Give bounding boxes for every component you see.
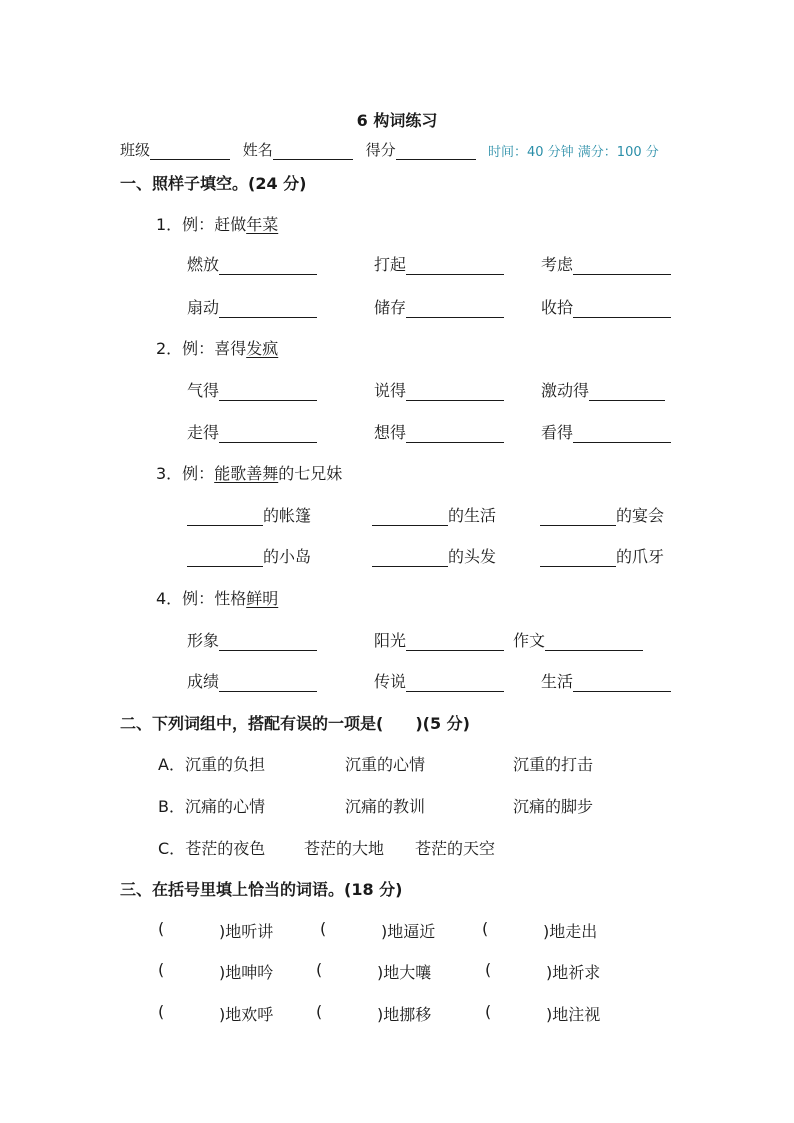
paren-blank[interactable]: ( (316, 960, 323, 979)
option-item: 沉痛的脚步 (513, 797, 594, 816)
paren-blank[interactable]: ( (485, 960, 492, 979)
answer-blank[interactable] (573, 424, 671, 443)
answer-blank[interactable] (219, 632, 317, 651)
q3-item: 的帐篷 (187, 503, 311, 526)
answer-blank[interactable] (187, 548, 263, 567)
q4-item: 作文 (513, 628, 643, 651)
answer-blank[interactable] (187, 507, 263, 526)
q1-example: 1．例：赶做年菜 (156, 215, 279, 234)
fill-item: )地挪移 (377, 1005, 432, 1024)
student-info (120, 139, 484, 160)
paren-blank[interactable]: ( (316, 1002, 323, 1021)
q2-item: 说得 (374, 378, 504, 401)
fill-item: )地听讲 (219, 922, 274, 941)
answer-blank[interactable] (219, 424, 317, 443)
q3-item: 的小岛 (187, 544, 311, 567)
q2-item: 看得 (541, 420, 671, 443)
paren-blank[interactable]: ( (482, 919, 489, 938)
answer-blank[interactable] (406, 673, 504, 692)
section3-heading: 三、在括号里填上恰当的词语。(18 分) (120, 880, 403, 899)
answer-blank[interactable] (219, 299, 317, 318)
answer-blank[interactable] (573, 673, 671, 692)
answer-blank[interactable] (406, 424, 504, 443)
q2-item: 想得 (374, 420, 504, 443)
answer-blank[interactable] (406, 632, 504, 651)
name-blank[interactable] (273, 143, 353, 160)
fill-item: )地注视 (546, 1005, 601, 1024)
option-item: 苍茫的天空 (415, 839, 496, 858)
paren-blank[interactable]: ( (485, 1002, 492, 1021)
answer-blank[interactable] (219, 673, 317, 692)
q3-example: 3．例：能歌善舞的七兄妹 (156, 464, 343, 483)
answer-blank[interactable] (545, 632, 643, 651)
fill-item: )地祈求 (546, 963, 601, 982)
name-label: 姓名 (242, 141, 273, 159)
section2-heading: 二、下列词组中，搭配有误的一项是( )(5 分) (120, 714, 470, 733)
answer-blank[interactable] (406, 256, 504, 275)
option-b[interactable]: B．沉痛的心情 (158, 797, 265, 816)
class-label: 班级 (120, 141, 151, 159)
q3-item: 的头发 (372, 544, 496, 567)
fill-item: )地逼近 (381, 922, 436, 941)
answer-blank[interactable] (540, 507, 616, 526)
q3-item: 的爪牙 (540, 544, 664, 567)
q1-item: 打起 (374, 252, 504, 275)
option-item: 苍茫的大地 (304, 839, 385, 858)
answer-blank[interactable] (573, 256, 671, 275)
answer-blank[interactable] (540, 548, 616, 567)
paren-blank[interactable]: ( (158, 960, 165, 979)
q2-item: 走得 (187, 420, 317, 443)
fill-item: )地呻吟 (219, 963, 274, 982)
q2-item: 激动得 (541, 378, 665, 401)
answer-blank[interactable] (372, 548, 448, 567)
q1-item: 扇动 (187, 295, 317, 318)
option-a[interactable]: A．沉重的负担 (158, 755, 265, 774)
score-label: 得分 (365, 141, 396, 159)
q4-item: 传说 (374, 669, 504, 692)
answer-blank[interactable] (589, 382, 665, 401)
fill-item: )地大嚷 (377, 963, 432, 982)
q1-item: 储存 (374, 295, 504, 318)
answer-blank[interactable] (406, 382, 504, 401)
answer-blank[interactable] (406, 299, 504, 318)
paren-blank[interactable]: ( (158, 919, 165, 938)
option-item: 沉重的心情 (345, 755, 426, 774)
q4-item: 生活 (541, 669, 671, 692)
q4-item: 形象 (187, 628, 317, 651)
fill-item: )地走出 (543, 922, 598, 941)
q3-item: 的宴会 (540, 503, 664, 526)
option-item: 沉重的打击 (513, 755, 594, 774)
section1-heading: 一、照样子填空。(24 分) (120, 174, 307, 193)
q4-item: 成绩 (187, 669, 317, 692)
q1-item: 收拾 (541, 295, 671, 318)
q1-item: 考虑 (541, 252, 671, 275)
q2-item: 气得 (187, 378, 317, 401)
q4-item: 阳光 (374, 628, 504, 651)
q3-item: 的生活 (372, 503, 496, 526)
class-blank[interactable] (150, 143, 230, 160)
time-info: 时间：40 分钟 满分：100 分 (488, 145, 659, 160)
q1-item: 燃放 (187, 252, 317, 275)
q2-example: 2．例：喜得发疯 (156, 339, 279, 358)
answer-blank[interactable] (219, 382, 317, 401)
fill-item: )地欢呼 (219, 1005, 274, 1024)
paren-blank[interactable]: ( (158, 1002, 165, 1021)
option-c[interactable]: C．苍茫的夜色 (158, 839, 266, 858)
page-title: 6 构词练习 (356, 111, 438, 130)
answer-blank[interactable] (219, 256, 317, 275)
q4-example: 4．例：性格鲜明 (156, 589, 279, 608)
answer-blank[interactable] (573, 299, 671, 318)
answer-blank[interactable] (372, 507, 448, 526)
score-blank[interactable] (396, 143, 476, 160)
paren-blank[interactable]: ( (320, 919, 327, 938)
option-item: 沉痛的教训 (345, 797, 426, 816)
